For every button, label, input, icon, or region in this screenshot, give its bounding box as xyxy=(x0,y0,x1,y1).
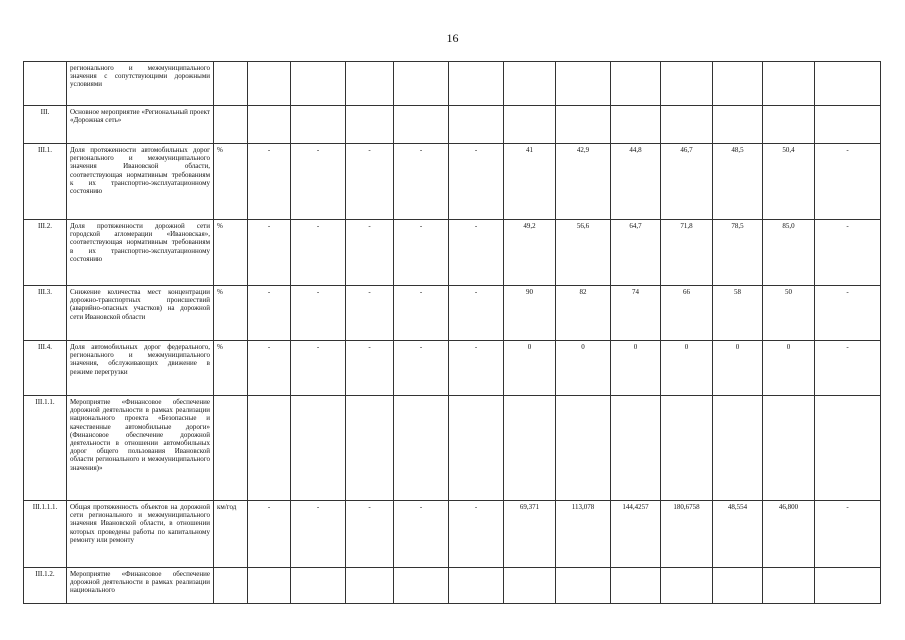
value-cell xyxy=(394,396,449,501)
row-number-cell: III.1.1. xyxy=(24,396,67,501)
value-cell: - xyxy=(346,341,394,396)
unit-cell xyxy=(214,62,248,106)
unit-cell xyxy=(214,396,248,501)
value-cell: 0 xyxy=(763,341,815,396)
value-cell: - xyxy=(449,341,504,396)
table-row xyxy=(24,106,881,144)
value-cell xyxy=(291,396,346,501)
row-number-cell: III.3. xyxy=(24,286,67,341)
unit-cell xyxy=(214,106,248,144)
value-cell: 56,6 xyxy=(556,220,611,286)
value-cell xyxy=(763,396,815,501)
value-cell: 48,5 xyxy=(713,144,763,220)
value-cell: - xyxy=(248,341,291,396)
row-number-cell: III.4. xyxy=(24,341,67,396)
value-cell xyxy=(713,568,763,604)
row-number-cell: III. xyxy=(24,106,67,144)
row-number-cell: III.1.1.1. xyxy=(24,501,67,568)
value-cell: - xyxy=(248,501,291,568)
value-cell: - xyxy=(449,220,504,286)
table-row xyxy=(24,62,881,106)
value-cell: 0 xyxy=(661,341,713,396)
value-cell: - xyxy=(291,220,346,286)
value-cell xyxy=(346,568,394,604)
value-cell: 48,554 xyxy=(713,501,763,568)
value-cell: 66 xyxy=(661,286,713,341)
value-cell: - xyxy=(291,286,346,341)
value-cell: - xyxy=(291,501,346,568)
indicator-description-cell: Доля автомобильных дорог федерального, регионального и межмуниципального значения, обслуживающих движение в режиме перегрузки xyxy=(67,341,214,396)
value-cell xyxy=(763,568,815,604)
value-cell xyxy=(556,62,611,106)
value-cell xyxy=(556,396,611,501)
value-cell xyxy=(504,62,556,106)
page-number: 16 xyxy=(446,31,459,45)
indicator-description-cell: регионального и межмуниципального значения с сопутствующими дорожными условиями xyxy=(67,62,214,106)
value-cell xyxy=(661,106,713,144)
unit-cell: % xyxy=(214,286,248,341)
value-cell xyxy=(661,62,713,106)
value-cell: 74 xyxy=(611,286,661,341)
value-cell: - xyxy=(394,341,449,396)
value-cell: - xyxy=(291,144,346,220)
value-cell: - xyxy=(815,144,881,220)
value-cell xyxy=(291,62,346,106)
table-row xyxy=(24,220,881,286)
value-cell xyxy=(611,106,661,144)
indicator-description-cell: Общая протяженность объектов на дорожной сети регионального и межмуниципального значения Ивановской области, в отношении которых проведены работы по капитальному ремонту или ремонту xyxy=(67,501,214,568)
value-cell xyxy=(611,62,661,106)
unit-cell xyxy=(214,568,248,604)
value-cell xyxy=(713,396,763,501)
row-number-cell: III.1.2. xyxy=(24,568,67,604)
value-cell: - xyxy=(449,501,504,568)
value-cell xyxy=(504,106,556,144)
row-number-cell: III.2. xyxy=(24,220,67,286)
value-cell xyxy=(394,568,449,604)
row-number-cell xyxy=(24,62,67,106)
value-cell: 64,7 xyxy=(611,220,661,286)
value-cell: 42,9 xyxy=(556,144,611,220)
value-cell: - xyxy=(394,501,449,568)
value-cell: 46,7 xyxy=(661,144,713,220)
value-cell xyxy=(346,396,394,501)
value-cell xyxy=(346,106,394,144)
value-cell xyxy=(611,568,661,604)
value-cell: - xyxy=(346,286,394,341)
value-cell xyxy=(449,568,504,604)
row-number-cell: III.1. xyxy=(24,144,67,220)
value-cell xyxy=(556,568,611,604)
value-cell: 46,800 xyxy=(763,501,815,568)
value-cell: 71,8 xyxy=(661,220,713,286)
table-row xyxy=(24,144,881,220)
value-cell xyxy=(449,62,504,106)
value-cell xyxy=(763,62,815,106)
value-cell xyxy=(449,396,504,501)
indicator-description-cell: Мероприятие «Финансовое обеспечение дорожной деятельности в рамках реализации национального xyxy=(67,568,214,604)
value-cell: 41 xyxy=(504,144,556,220)
indicator-description-cell: Основное мероприятие «Региональный проект «Дорожная сеть» xyxy=(67,106,214,144)
value-cell: - xyxy=(394,286,449,341)
value-cell xyxy=(815,106,881,144)
value-cell xyxy=(394,106,449,144)
value-cell: - xyxy=(248,286,291,341)
value-cell: - xyxy=(815,220,881,286)
value-cell xyxy=(713,106,763,144)
indicator-description-cell: Доля протяженности автомобильных дорог регионального и межмуниципального значения Ивановской области, соответствующая нормативным требованиям к их транспортно-эксплуатационному состоянию xyxy=(67,144,214,220)
value-cell xyxy=(346,62,394,106)
value-cell: 180,6758 xyxy=(661,501,713,568)
value-cell xyxy=(815,396,881,501)
value-cell: - xyxy=(394,220,449,286)
unit-cell: % xyxy=(214,341,248,396)
value-cell: - xyxy=(815,501,881,568)
value-cell xyxy=(661,568,713,604)
table-row xyxy=(24,396,881,501)
indicator-description-cell: Мероприятие «Финансовое обеспечение дорожной деятельности в рамках реализации национального проекта «Безопасные и качественные автомобильные дороги» (Финансовое обеспечение дорожной деятельности в отношении автомобильных дорог общего пользования Ивановской области регионального и межмуниципального значения)» xyxy=(67,396,214,501)
value-cell: 0 xyxy=(713,341,763,396)
value-cell xyxy=(556,106,611,144)
value-cell: 82 xyxy=(556,286,611,341)
value-cell: - xyxy=(346,144,394,220)
value-cell: 0 xyxy=(504,341,556,396)
value-cell xyxy=(248,62,291,106)
value-cell xyxy=(763,106,815,144)
value-cell xyxy=(248,568,291,604)
value-cell: - xyxy=(346,220,394,286)
value-cell: - xyxy=(394,144,449,220)
value-cell: 144,4257 xyxy=(611,501,661,568)
value-cell xyxy=(815,62,881,106)
value-cell: 58 xyxy=(713,286,763,341)
unit-cell: км/год xyxy=(214,501,248,568)
value-cell xyxy=(291,106,346,144)
value-cell xyxy=(248,396,291,501)
value-cell xyxy=(713,62,763,106)
value-cell: - xyxy=(346,501,394,568)
value-cell xyxy=(504,396,556,501)
value-cell: 50,4 xyxy=(763,144,815,220)
value-cell: - xyxy=(815,286,881,341)
value-cell: 0 xyxy=(556,341,611,396)
value-cell xyxy=(661,396,713,501)
table-row xyxy=(24,286,881,341)
value-cell: 50 xyxy=(763,286,815,341)
value-cell xyxy=(291,568,346,604)
value-cell: 78,5 xyxy=(713,220,763,286)
table-row xyxy=(24,568,881,604)
value-cell: 0 xyxy=(611,341,661,396)
indicators-table xyxy=(23,61,881,604)
value-cell: 49,2 xyxy=(504,220,556,286)
value-cell xyxy=(815,568,881,604)
value-cell: 44,8 xyxy=(611,144,661,220)
value-cell xyxy=(611,396,661,501)
table-row xyxy=(24,341,881,396)
value-cell: 90 xyxy=(504,286,556,341)
table-row xyxy=(24,501,881,568)
value-cell: 85,0 xyxy=(763,220,815,286)
value-cell: - xyxy=(449,286,504,341)
value-cell xyxy=(394,62,449,106)
value-cell xyxy=(504,568,556,604)
unit-cell: % xyxy=(214,144,248,220)
value-cell xyxy=(248,106,291,144)
value-cell: - xyxy=(291,341,346,396)
indicator-description-cell: Снижение количества мест концентрации дорожно-транспортных происшествий (аварийно-опасных участков) на дорожной сети Ивановской области xyxy=(67,286,214,341)
indicator-description-cell: Доля протяженности дорожной сети городской агломерации «Ивановская», соответствующая нормативным требованиям в их транспортно-эксплуатационному состоянию xyxy=(67,220,214,286)
value-cell: - xyxy=(248,220,291,286)
value-cell xyxy=(449,106,504,144)
value-cell: 113,078 xyxy=(556,501,611,568)
value-cell: - xyxy=(815,341,881,396)
value-cell: 69,371 xyxy=(504,501,556,568)
value-cell: - xyxy=(449,144,504,220)
unit-cell: % xyxy=(214,220,248,286)
value-cell: - xyxy=(248,144,291,220)
